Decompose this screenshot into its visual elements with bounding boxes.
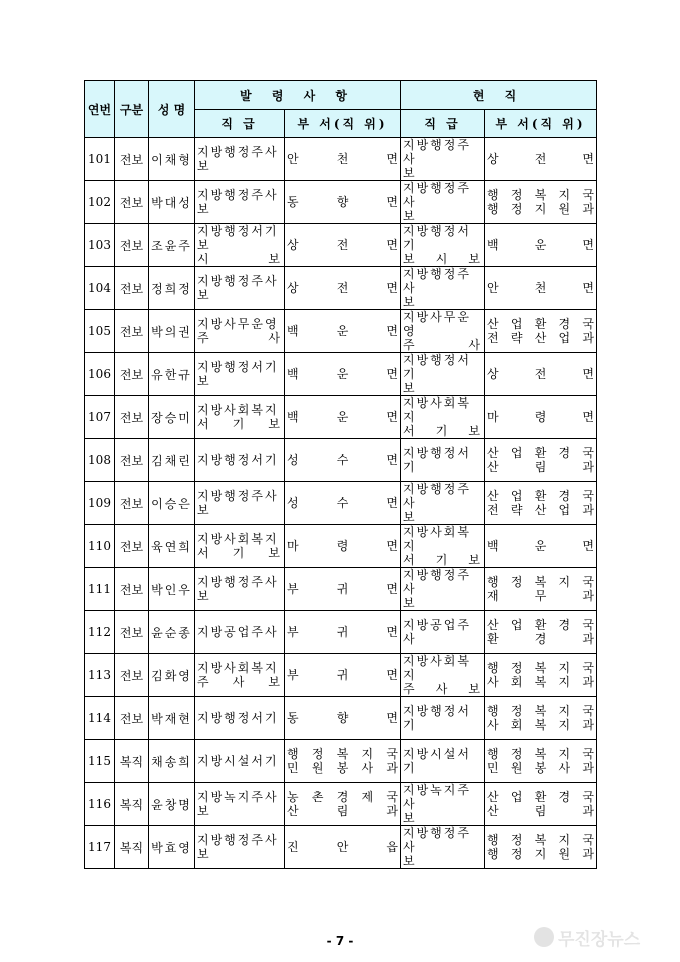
table-row bbox=[85, 482, 597, 525]
cell-line: 지방행정주사 bbox=[403, 138, 471, 166]
cell-line: 동 향 면 bbox=[287, 195, 398, 209]
row-name: 윤순종 bbox=[149, 611, 195, 654]
cell-line: 행 정 지 원 과 bbox=[487, 847, 594, 861]
cell-line: 지방시설서기 bbox=[403, 747, 471, 775]
cell-line: 백 운 면 bbox=[487, 539, 594, 553]
cell-line: 민 원 봉 사 과 bbox=[487, 761, 594, 775]
row-name: 이승은 bbox=[149, 482, 195, 525]
row-current-rank bbox=[401, 181, 485, 224]
row-appointment-dept bbox=[285, 783, 401, 826]
cell-line: 지방행정서기 bbox=[403, 704, 471, 732]
row-no: 116 bbox=[85, 783, 115, 826]
row-no: 115 bbox=[85, 740, 115, 783]
cell-line: 지방시설서기 bbox=[197, 754, 279, 768]
row-current-rank bbox=[401, 310, 485, 353]
cell-line: 보 bbox=[403, 381, 417, 395]
row-type: 전보 bbox=[115, 138, 149, 181]
row-current-dept bbox=[485, 783, 597, 826]
cell-line: 산 업 환 경 국 bbox=[487, 790, 594, 804]
row-current-rank bbox=[401, 138, 485, 181]
cell-line: 보 bbox=[403, 510, 417, 524]
row-appointment-dept bbox=[285, 740, 401, 783]
row-appointment-rank bbox=[195, 568, 285, 611]
row-name: 김채린 bbox=[149, 439, 195, 482]
cell-line: 지방사회복지 bbox=[403, 654, 471, 682]
row-current-dept bbox=[485, 697, 597, 740]
row-appointment-dept bbox=[285, 697, 401, 740]
header-appointment-dept: 부 서(직 위) bbox=[285, 110, 401, 138]
row-current-rank bbox=[401, 224, 485, 267]
row-current-rank bbox=[401, 353, 485, 396]
row-type: 전보 bbox=[115, 310, 149, 353]
row-type: 전보 bbox=[115, 224, 149, 267]
watermark-logo-icon bbox=[534, 927, 554, 947]
cell-line: 산 업 환 경 국 bbox=[487, 446, 594, 460]
cell-line: 지방사무운영 bbox=[197, 317, 279, 331]
row-name: 박효영 bbox=[149, 826, 195, 869]
row-current-rank bbox=[401, 439, 485, 482]
cell-line: 지방행정주사보 bbox=[197, 489, 279, 517]
row-type: 전보 bbox=[115, 697, 149, 740]
header-current-rank: 직 급 bbox=[401, 110, 485, 138]
cell-line: 지방사회복지 bbox=[197, 403, 279, 417]
row-appointment-dept bbox=[285, 353, 401, 396]
row-appointment-dept bbox=[285, 654, 401, 697]
cell-line: 백 운 면 bbox=[487, 238, 594, 252]
row-name: 유한규 bbox=[149, 353, 195, 396]
header-current-dept: 부 서(직 위) bbox=[485, 110, 597, 138]
row-appointment-dept bbox=[285, 611, 401, 654]
row-type: 전보 bbox=[115, 267, 149, 310]
row-current-dept bbox=[485, 568, 597, 611]
row-type: 전보 bbox=[115, 611, 149, 654]
row-type: 복직 bbox=[115, 783, 149, 826]
cell-line: 전 략 산 업 과 bbox=[487, 503, 594, 517]
row-no: 105 bbox=[85, 310, 115, 353]
row-name: 채송희 bbox=[149, 740, 195, 783]
row-current-rank bbox=[401, 611, 485, 654]
cell-line: 환 경 과 bbox=[487, 632, 594, 646]
cell-line: 행 정 복 지 국 bbox=[487, 575, 594, 589]
row-appointment-dept bbox=[285, 439, 401, 482]
row-name: 박의권 bbox=[149, 310, 195, 353]
cell-line: 성 수 면 bbox=[287, 453, 398, 467]
row-appointment-rank bbox=[195, 310, 285, 353]
page-number: - 7 - bbox=[326, 934, 354, 948]
cell-line: 농 촌 경 제 국 bbox=[287, 790, 398, 804]
row-no: 114 bbox=[85, 697, 115, 740]
row-appointment-rank bbox=[195, 439, 285, 482]
row-no: 108 bbox=[85, 439, 115, 482]
table-row bbox=[85, 439, 597, 482]
row-current-dept bbox=[485, 310, 597, 353]
cell-line: 동 향 면 bbox=[287, 711, 398, 725]
row-type: 전보 bbox=[115, 439, 149, 482]
row-current-rank bbox=[401, 525, 485, 568]
table-row bbox=[85, 525, 597, 568]
row-type: 전보 bbox=[115, 568, 149, 611]
row-appointment-dept bbox=[285, 826, 401, 869]
row-name: 장승미 bbox=[149, 396, 195, 439]
cell-line: 상 전 면 bbox=[287, 238, 398, 252]
row-type: 전보 bbox=[115, 525, 149, 568]
row-current-rank bbox=[401, 267, 485, 310]
cell-line: 상 전 면 bbox=[487, 152, 594, 166]
cell-line: 마 령 면 bbox=[487, 410, 594, 424]
table-row bbox=[85, 740, 597, 783]
row-appointment-rank bbox=[195, 353, 285, 396]
row-current-rank bbox=[401, 396, 485, 439]
cell-line: 지방행정서기 bbox=[197, 453, 279, 467]
row-type: 복직 bbox=[115, 826, 149, 869]
cell-line: 보 bbox=[403, 295, 417, 309]
cell-line: 보 bbox=[403, 854, 417, 868]
row-type: 전보 bbox=[115, 353, 149, 396]
cell-line: 지방행정주사보 bbox=[197, 145, 279, 173]
row-name: 육연희 bbox=[149, 525, 195, 568]
row-current-dept bbox=[485, 439, 597, 482]
row-appointment-rank bbox=[195, 138, 285, 181]
row-appointment-rank bbox=[195, 654, 285, 697]
cell-line: 보 bbox=[403, 596, 417, 610]
table-row bbox=[85, 783, 597, 826]
cell-line: 지방사회복지 bbox=[403, 396, 471, 424]
cell-line: 서 기 보 bbox=[197, 417, 282, 431]
row-appointment-rank bbox=[195, 482, 285, 525]
appointment-table bbox=[84, 80, 597, 869]
cell-line: 주 사 bbox=[197, 331, 282, 345]
row-current-dept bbox=[485, 138, 597, 181]
cell-line: 백 운 면 bbox=[287, 410, 398, 424]
row-appointment-dept bbox=[285, 224, 401, 267]
row-current-rank bbox=[401, 482, 485, 525]
row-name: 정희정 bbox=[149, 267, 195, 310]
row-current-dept bbox=[485, 267, 597, 310]
cell-line: 서 기 보 bbox=[403, 553, 482, 567]
cell-line: 지방사회복지 bbox=[403, 525, 471, 553]
cell-line: 진 안 읍 bbox=[287, 840, 398, 854]
cell-line: 상 전 면 bbox=[287, 281, 398, 295]
cell-line: 지방행정주사 bbox=[403, 826, 471, 854]
cell-line: 지방사무운영 bbox=[403, 310, 471, 338]
cell-line: 행 정 복 지 국 bbox=[287, 747, 398, 761]
cell-line: 전 략 산 업 과 bbox=[487, 331, 594, 345]
row-current-dept bbox=[485, 740, 597, 783]
cell-line: 지방행정주사 bbox=[403, 482, 471, 510]
cell-line: 안 천 면 bbox=[487, 281, 594, 295]
row-no: 112 bbox=[85, 611, 115, 654]
row-no: 104 bbox=[85, 267, 115, 310]
cell-line: 산 림 과 bbox=[487, 460, 594, 474]
cell-line: 보 bbox=[403, 209, 417, 223]
watermark-text: 무진장뉴스 bbox=[558, 929, 641, 950]
row-appointment-dept bbox=[285, 267, 401, 310]
cell-line: 행 정 복 지 국 bbox=[487, 188, 594, 202]
row-name: 박재현 bbox=[149, 697, 195, 740]
row-current-dept bbox=[485, 224, 597, 267]
cell-line: 주 사 bbox=[403, 338, 482, 352]
table-row bbox=[85, 826, 597, 869]
row-type: 전보 bbox=[115, 181, 149, 224]
row-type: 전보 bbox=[115, 654, 149, 697]
row-appointment-rank bbox=[195, 267, 285, 310]
row-appointment-rank bbox=[195, 224, 285, 267]
row-appointment-rank bbox=[195, 525, 285, 568]
cell-line: 행 정 복 지 국 bbox=[487, 747, 594, 761]
table-row bbox=[85, 396, 597, 439]
cell-line: 지방행정서기보 bbox=[197, 360, 279, 388]
cell-line: 지방행정주사보 bbox=[197, 575, 279, 603]
cell-line: 지방공업주사 bbox=[197, 625, 279, 639]
row-appointment-rank bbox=[195, 826, 285, 869]
cell-line: 부 귀 면 bbox=[287, 625, 398, 639]
cell-line: 지방사회복지 bbox=[197, 532, 279, 546]
row-current-dept bbox=[485, 826, 597, 869]
row-name: 박인우 bbox=[149, 568, 195, 611]
row-no: 101 bbox=[85, 138, 115, 181]
row-appointment-dept bbox=[285, 310, 401, 353]
row-no: 106 bbox=[85, 353, 115, 396]
row-type: 전보 bbox=[115, 482, 149, 525]
row-name: 이채형 bbox=[149, 138, 195, 181]
cell-line: 지방사회복지 bbox=[197, 661, 279, 675]
cell-line: 지방행정서기 bbox=[403, 446, 471, 474]
header-no: 연번 bbox=[85, 81, 115, 138]
row-current-dept bbox=[485, 396, 597, 439]
cell-line: 시 보 bbox=[197, 252, 282, 266]
row-appointment-dept bbox=[285, 525, 401, 568]
cell-line: 보 bbox=[403, 166, 417, 180]
cell-line: 지방행정서기보 bbox=[197, 224, 279, 252]
row-current-rank bbox=[401, 740, 485, 783]
row-current-rank bbox=[401, 783, 485, 826]
table-row bbox=[85, 138, 597, 181]
cell-line: 지방행정주사 bbox=[403, 181, 471, 209]
cell-line: 부 귀 면 bbox=[287, 582, 398, 596]
cell-line: 사 회 복 지 과 bbox=[487, 675, 594, 689]
header-current: 현 직 bbox=[401, 81, 597, 110]
cell-line: 지방행정서기 bbox=[403, 353, 471, 381]
header-appointment-rank: 직 급 bbox=[195, 110, 285, 138]
table-row bbox=[85, 224, 597, 267]
cell-line: 행 정 지 원 과 bbox=[487, 202, 594, 216]
row-appointment-dept bbox=[285, 396, 401, 439]
cell-line: 사 회 복 지 과 bbox=[487, 718, 594, 732]
cell-line: 재 무 과 bbox=[487, 589, 594, 603]
cell-line: 산 림 과 bbox=[487, 804, 594, 818]
cell-line: 민 원 봉 사 과 bbox=[287, 761, 398, 775]
row-name: 박대성 bbox=[149, 181, 195, 224]
row-no: 113 bbox=[85, 654, 115, 697]
row-appointment-dept bbox=[285, 568, 401, 611]
cell-line: 지방행정서기 bbox=[403, 224, 471, 252]
cell-line: 산 림 과 bbox=[287, 804, 398, 818]
table-row bbox=[85, 654, 597, 697]
row-current-dept bbox=[485, 654, 597, 697]
row-current-rank bbox=[401, 826, 485, 869]
table-row bbox=[85, 267, 597, 310]
cell-line: 성 수 면 bbox=[287, 496, 398, 510]
row-no: 111 bbox=[85, 568, 115, 611]
row-current-rank bbox=[401, 697, 485, 740]
row-current-rank bbox=[401, 654, 485, 697]
cell-line: 산 업 환 경 국 bbox=[487, 317, 594, 331]
cell-line: 마 령 면 bbox=[287, 539, 398, 553]
table-body bbox=[85, 138, 597, 869]
table-row bbox=[85, 697, 597, 740]
row-current-dept bbox=[485, 525, 597, 568]
table-row bbox=[85, 568, 597, 611]
row-type: 복직 bbox=[115, 740, 149, 783]
header-appointment: 발 령 사 항 bbox=[195, 81, 401, 110]
cell-line: 주 사 보 bbox=[403, 682, 482, 696]
cell-line: 주 사 보 bbox=[197, 675, 282, 689]
cell-line: 지방행정서기 bbox=[197, 711, 279, 725]
cell-line: 서 기 보 bbox=[403, 424, 482, 438]
table-row bbox=[85, 310, 597, 353]
row-appointment-rank bbox=[195, 697, 285, 740]
cell-line: 지방녹지주사 bbox=[403, 783, 471, 811]
row-appointment-rank bbox=[195, 396, 285, 439]
table-row bbox=[85, 181, 597, 224]
cell-line: 지방행정주사보 bbox=[197, 833, 279, 861]
cell-line: 지방공업주사 bbox=[403, 618, 471, 646]
row-no: 103 bbox=[85, 224, 115, 267]
watermark bbox=[534, 920, 674, 954]
row-appointment-dept bbox=[285, 482, 401, 525]
row-no: 109 bbox=[85, 482, 115, 525]
row-name: 조윤주 bbox=[149, 224, 195, 267]
cell-line: 서 기 보 bbox=[197, 546, 282, 560]
cell-line: 행 정 복 지 국 bbox=[487, 704, 594, 718]
row-current-dept bbox=[485, 181, 597, 224]
cell-line: 산 업 환 경 국 bbox=[487, 618, 594, 632]
row-appointment-rank bbox=[195, 611, 285, 654]
row-current-dept bbox=[485, 353, 597, 396]
row-type: 전보 bbox=[115, 396, 149, 439]
header-name: 성 명 bbox=[149, 81, 195, 138]
cell-line: 지방녹지주사보 bbox=[197, 790, 279, 818]
row-current-rank bbox=[401, 568, 485, 611]
cell-line: 행 정 복 지 국 bbox=[487, 833, 594, 847]
cell-line: 산 업 환 경 국 bbox=[487, 489, 594, 503]
row-name: 윤창명 bbox=[149, 783, 195, 826]
row-no: 107 bbox=[85, 396, 115, 439]
row-appointment-rank bbox=[195, 740, 285, 783]
row-no: 110 bbox=[85, 525, 115, 568]
cell-line: 지방행정주사 bbox=[403, 568, 471, 596]
cell-line: 보 bbox=[403, 811, 417, 825]
table-row bbox=[85, 611, 597, 654]
row-no: 102 bbox=[85, 181, 115, 224]
cell-line: 보 시 보 bbox=[403, 252, 482, 266]
cell-line: 행 정 복 지 국 bbox=[487, 661, 594, 675]
row-current-dept bbox=[485, 611, 597, 654]
cell-line: 백 운 면 bbox=[287, 324, 398, 338]
cell-line: 부 귀 면 bbox=[287, 668, 398, 682]
row-appointment-rank bbox=[195, 783, 285, 826]
cell-line: 안 천 면 bbox=[287, 152, 398, 166]
cell-line: 지방행정주사 bbox=[403, 267, 471, 295]
cell-line: 지방행정주사보 bbox=[197, 188, 279, 216]
table-row bbox=[85, 353, 597, 396]
header-type: 구분 bbox=[115, 81, 149, 138]
row-current-dept bbox=[485, 482, 597, 525]
cell-line: 지방행정주사보 bbox=[197, 274, 279, 302]
row-appointment-dept bbox=[285, 181, 401, 224]
row-name: 김화영 bbox=[149, 654, 195, 697]
row-appointment-rank bbox=[195, 181, 285, 224]
cell-line: 상 전 면 bbox=[487, 367, 594, 381]
row-appointment-dept bbox=[285, 138, 401, 181]
cell-line: 백 운 면 bbox=[287, 367, 398, 381]
row-no: 117 bbox=[85, 826, 115, 869]
